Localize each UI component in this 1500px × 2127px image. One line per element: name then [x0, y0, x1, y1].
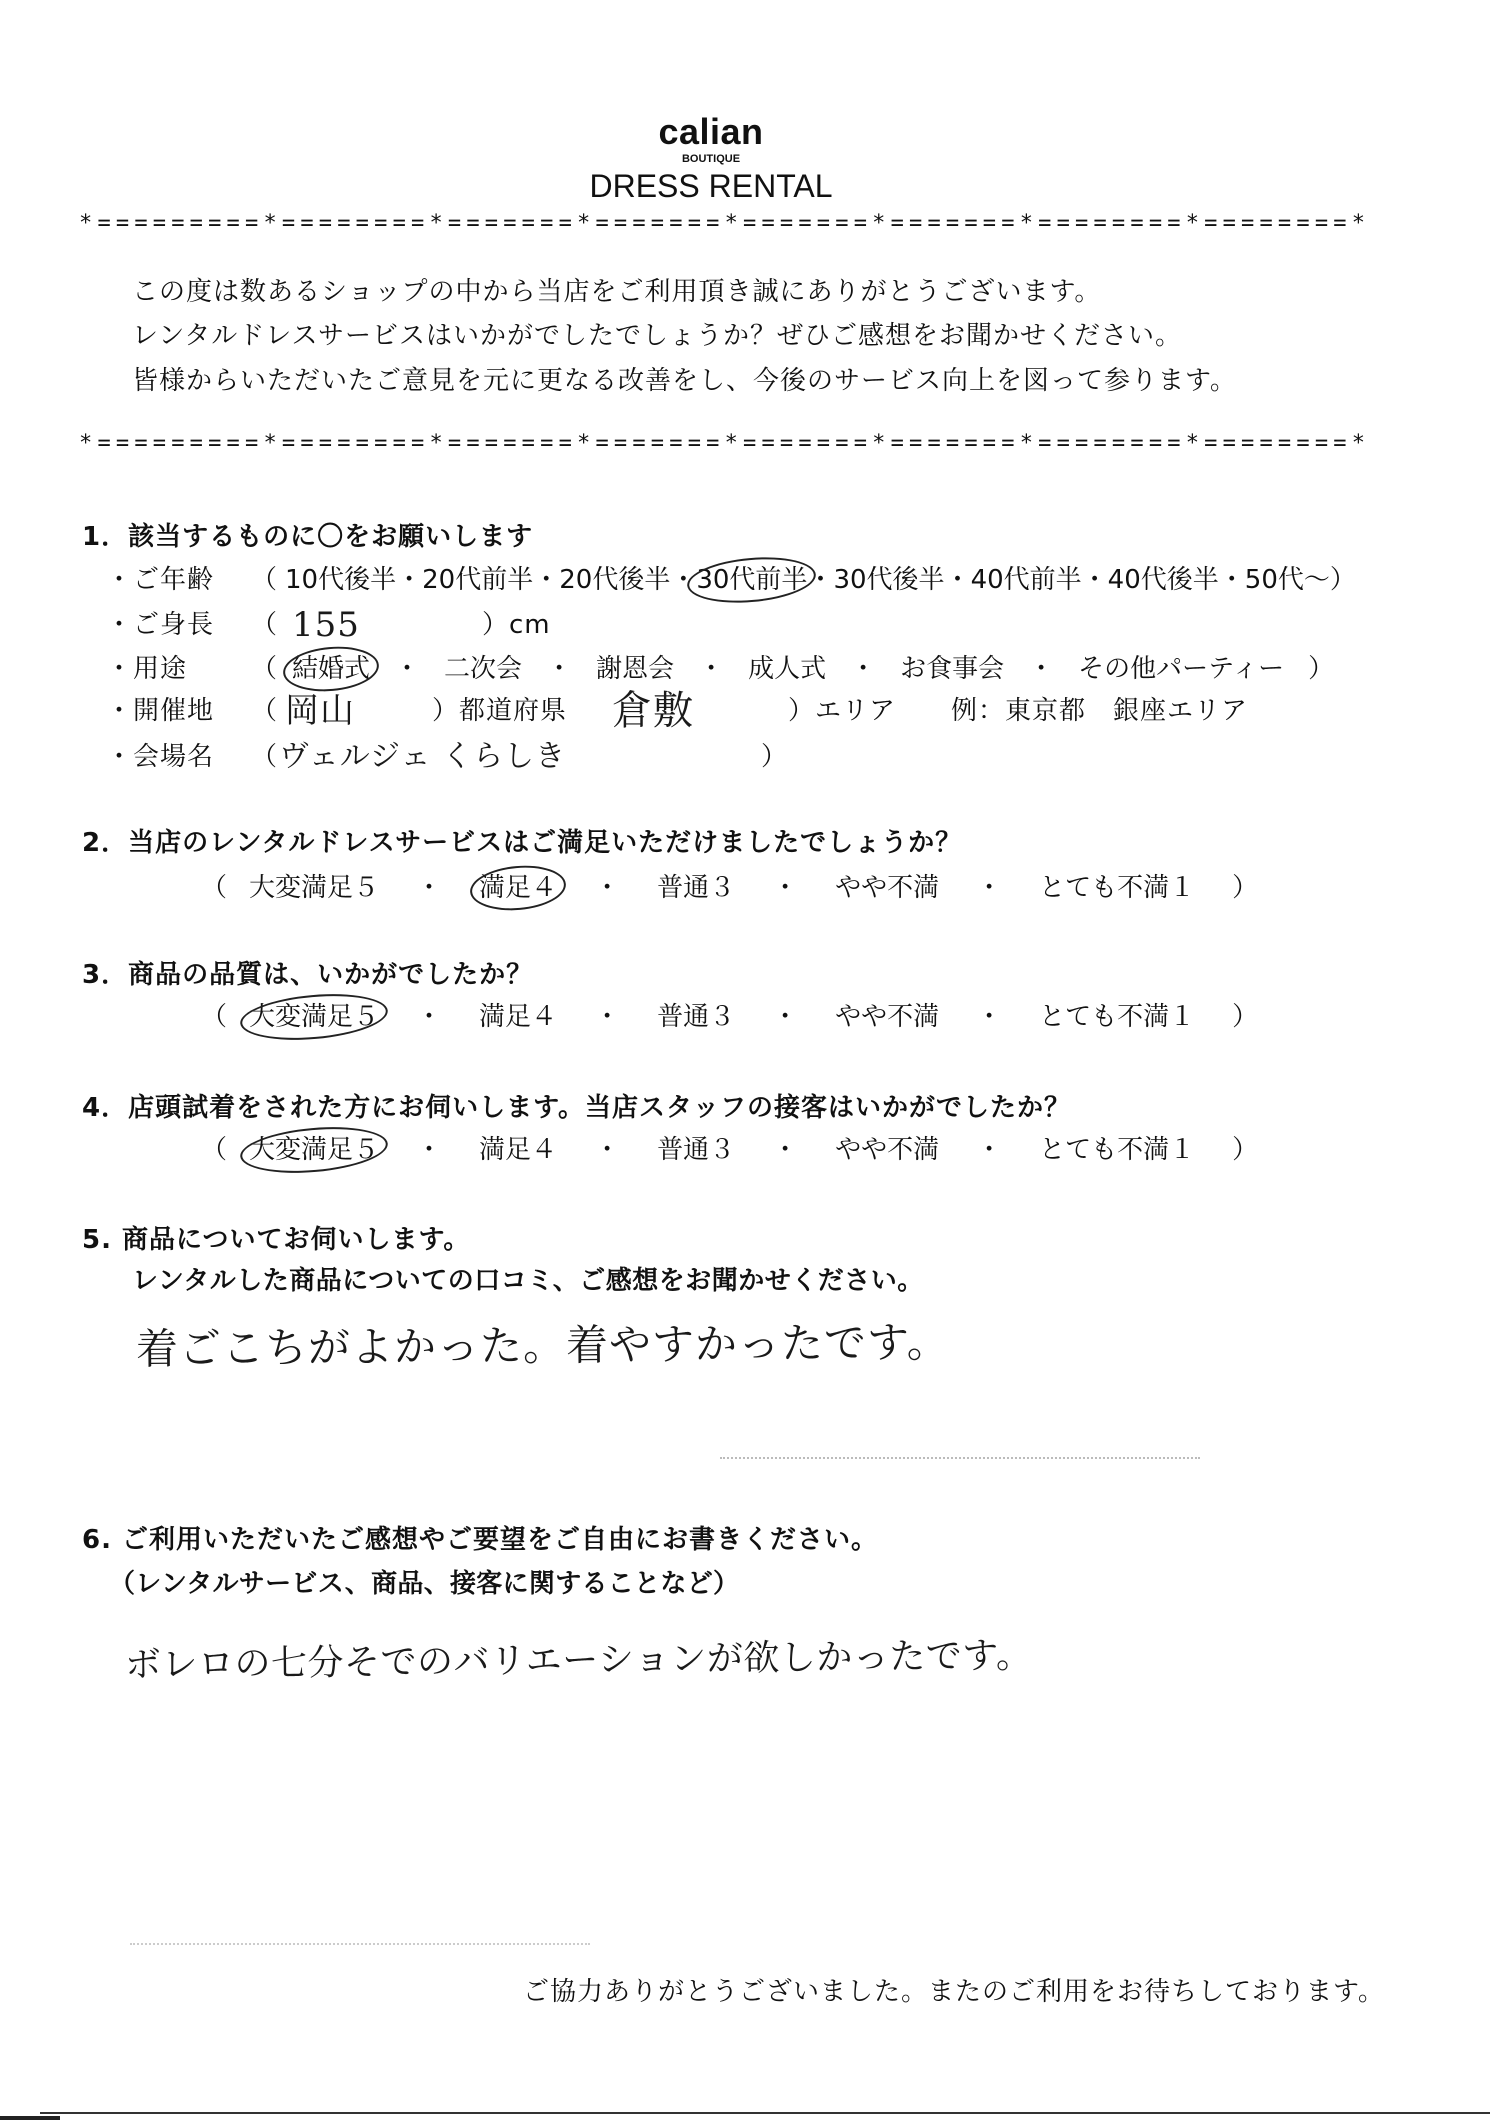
separator-dot: ・	[394, 654, 421, 684]
rating-option: 満足４	[479, 1002, 558, 1032]
purpose-option: お食事会	[900, 654, 1005, 684]
close-paren: ）	[1232, 1135, 1259, 1165]
age-option: 30代後半	[833, 565, 945, 595]
purpose-option: その他パーティー	[1078, 654, 1285, 684]
separator-dot: ・	[594, 1135, 621, 1165]
venue-label: ・会場名	[106, 742, 215, 772]
rating-option: 大変満足５	[249, 873, 380, 903]
intro-line: レンタルドレスサービスはいかがでしたでしょうか？ぜひご感想をお聞かせください。	[132, 321, 1183, 351]
age-label: ・ご年齢	[106, 565, 215, 595]
separator-line: *=========*========*=======*=======*=======*=======*========*========*	[79, 211, 1371, 236]
open-paren: （	[251, 696, 279, 726]
separator-dot: ・	[944, 565, 971, 595]
age-row	[0, 564, 1500, 596]
question-3-title: 3．商品の品質は、いかがでしたか？	[82, 960, 534, 990]
separator-dot: ・	[850, 654, 877, 684]
separator-dot: ・	[772, 873, 799, 903]
separator-dot: ・	[698, 654, 725, 684]
question-2-rating	[201, 872, 1258, 904]
question-6-prompt: （レンタルサービス、商品、接客に関することなど）	[109, 1569, 740, 1599]
question-3-rating	[201, 1001, 1258, 1033]
purpose-row	[0, 653, 1500, 685]
age-option: 50代～	[1244, 565, 1330, 595]
purpose-label: ・用途	[106, 654, 188, 684]
age-option: 20代後半	[559, 565, 671, 595]
question-1-title: 1．該当するものに〇をお願いします	[82, 522, 534, 552]
rating-option: とても不満１	[1039, 873, 1196, 903]
separator-dot: ・	[1081, 565, 1108, 595]
separator-dot: ・	[976, 1135, 1003, 1165]
question-2-title: 2．当店のレンタルドレスサービスはご満足いただけましたでしょうか？	[82, 828, 963, 858]
separator-dot: ・	[807, 565, 834, 595]
height-answer-handwritten: 155	[292, 605, 360, 645]
prefecture-answer-handwritten: 岡山	[285, 691, 355, 731]
separator-dot: ・	[396, 565, 423, 595]
rating-option: 普通３	[657, 1002, 736, 1032]
close-paren: ）	[1232, 873, 1259, 903]
venue-answer-handwritten: ヴェルジェ くらしき	[279, 739, 566, 774]
bottom-rule	[40, 2112, 1490, 2114]
separator-dot: ・	[1218, 565, 1245, 595]
rating-option: やや不満	[835, 1002, 940, 1032]
rating-option: やや不満	[835, 873, 940, 903]
prefecture-suffix: ）都道府県	[432, 696, 568, 726]
brand-logo: calian	[658, 111, 764, 152]
area-suffix: ）エリア	[788, 696, 897, 726]
separator-dot: ・	[976, 1002, 1003, 1032]
height-label: ・ご身長	[106, 610, 215, 640]
separator-dot: ・	[416, 1002, 443, 1032]
close-paren: ）	[1232, 1002, 1259, 1032]
thank-you-footer: ご協力ありがとうございました。またのご利用をお待ちしております。	[523, 1977, 1385, 2007]
question-6-title: 6. ご利用いただいたご感想やご要望をご自由にお書きください。	[82, 1525, 879, 1555]
faint-scan-rule	[130, 1943, 590, 1945]
height-row	[0, 605, 1500, 645]
age-option: 10代後半	[285, 565, 397, 595]
question-6-answer-handwritten: ボレロの七分そでのバリエーションが欲しかったです。	[124, 1635, 1033, 1686]
separator-dot: ・	[594, 1002, 621, 1032]
separator-dot: ・	[670, 565, 697, 595]
location-example: 例：東京都 銀座エリア	[951, 696, 1249, 726]
age-option: 40代後半	[1107, 565, 1219, 595]
age-option: 30代前半	[696, 565, 808, 595]
separator-dot: ・	[594, 873, 621, 903]
location-label: ・開催地	[106, 696, 215, 726]
open-paren: （	[201, 1002, 228, 1032]
rating-option: 大変満足５	[249, 1002, 380, 1032]
question-5-title: 5. 商品についてお伺いします。	[82, 1225, 471, 1255]
intro-line: この度は数あるショップの中から当店をご利用頂き誠にありがとうございます。	[132, 277, 1102, 307]
separator-line: *=========*========*=======*=======*=======*=======*========*========*	[79, 431, 1371, 456]
question-4-rating	[201, 1134, 1258, 1166]
rating-option: 大変満足５	[249, 1135, 380, 1165]
rating-option: 満足４	[479, 1135, 558, 1165]
document-title: DRESS RENTAL	[589, 168, 833, 204]
separator-dot: ・	[533, 565, 560, 595]
purpose-option: 成人式	[748, 654, 827, 684]
open-paren: （	[251, 565, 278, 595]
separator-dot: ・	[546, 654, 573, 684]
height-unit: ）cm	[482, 610, 551, 640]
separator-dot: ・	[1028, 654, 1055, 684]
close-paren: ）	[1308, 654, 1335, 684]
question-5-answer-handwritten: 着ごこちがよかった。着やすかったです。	[135, 1317, 950, 1374]
open-paren: （	[201, 1135, 228, 1165]
brand-subtitle: BOUTIQUE	[681, 153, 741, 165]
scan-edge-mark	[0, 2116, 60, 2120]
question-4-title: 4．店頭試着をされた方にお伺いします。当店スタッフの接客はいかがでしたか？	[82, 1093, 1072, 1123]
rating-option: やや不満	[835, 1135, 940, 1165]
purpose-option: 結婚式	[292, 654, 371, 684]
faint-scan-rule	[720, 1457, 1200, 1459]
purpose-option: 二次会	[444, 654, 523, 684]
rating-option: 普通３	[657, 1135, 736, 1165]
separator-dot: ・	[976, 873, 1003, 903]
question-5-prompt: レンタルした商品についての口コミ、ご感想をお聞かせください。	[132, 1266, 924, 1296]
rating-option: 普通３	[657, 873, 736, 903]
intro-line: 皆様からいただいたご意見を元に更なる改善をし、今後のサービス向上を図って参ります。	[132, 366, 1237, 396]
separator-dot: ・	[772, 1135, 799, 1165]
venue-row	[0, 741, 1500, 773]
age-option: 20代前半	[422, 565, 534, 595]
location-row	[0, 688, 1500, 734]
close-paren: ）	[761, 742, 789, 772]
open-paren: （	[251, 742, 279, 772]
open-paren: （	[251, 654, 278, 684]
open-paren: （	[201, 873, 228, 903]
area-answer-handwritten: 倉敷	[612, 688, 694, 734]
rating-option: とても不満１	[1039, 1135, 1196, 1165]
age-options	[251, 564, 1356, 596]
purpose-options	[251, 653, 1334, 685]
age-option: 40代前半	[970, 565, 1082, 595]
separator-dot: ・	[416, 1135, 443, 1165]
rating-option: とても不満１	[1039, 1002, 1196, 1032]
separator-dot: ・	[772, 1002, 799, 1032]
close-paren: ）	[1329, 565, 1356, 595]
rating-option: 満足４	[479, 873, 558, 903]
open-paren: （	[251, 610, 279, 640]
separator-dot: ・	[416, 873, 443, 903]
purpose-option: 謝恩会	[596, 654, 675, 684]
